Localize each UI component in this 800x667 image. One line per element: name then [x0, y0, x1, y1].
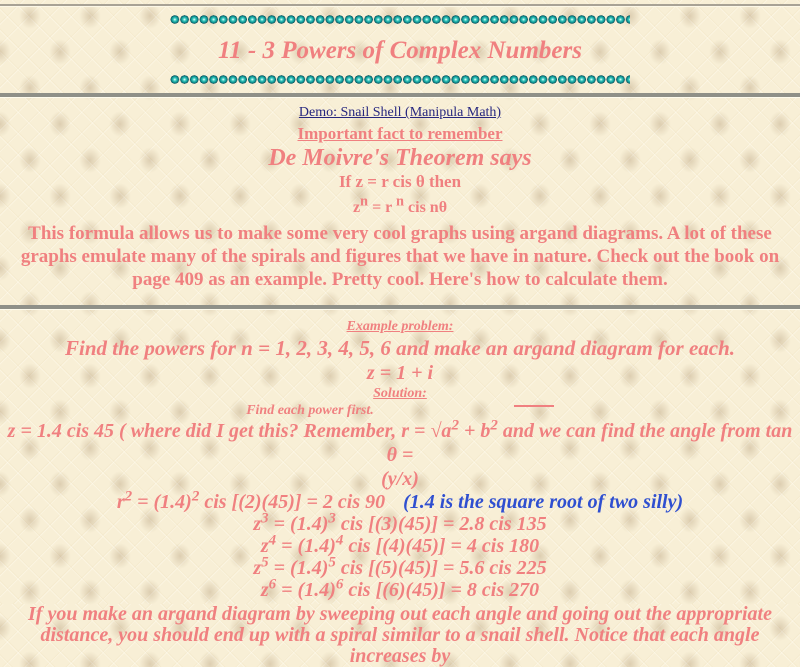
power-exponent: 5	[261, 554, 269, 571]
bead-divider-top	[170, 15, 630, 25]
radical-vinculum	[514, 405, 554, 407]
closing-paragraph	[0, 604, 800, 667]
formula-exponent-n: n	[360, 193, 369, 210]
power-exponent: 6	[335, 576, 344, 593]
power-line-z5	[0, 554, 800, 579]
closing-paragraph-line: If you make an argand diagram by sweeping out each angle and going out the appropriate	[28, 603, 772, 625]
intro-paragraph-line: graphs emulate many of the spirals and figures that we have in nature. Check out the book on	[20, 246, 780, 267]
example-problem-heading: Example problem:	[346, 319, 454, 334]
power-result: cis [(4)(45)] = 4 cis 180	[343, 535, 540, 557]
demo-link-row	[0, 103, 800, 122]
find-power-text: Find each power first.	[246, 403, 374, 418]
power-line-z6	[0, 576, 800, 601]
power-base: z	[260, 579, 269, 601]
power-mid: = (1.4)	[276, 535, 336, 557]
formula-equals-r: = r	[368, 199, 396, 216]
power-mid: = (1.4)	[276, 579, 336, 601]
power-exponent: 6	[268, 576, 277, 593]
power-mid: = (1.4)	[268, 557, 329, 579]
power-result: cis [(2)(45)] = 2 cis 90	[199, 491, 386, 513]
solution-heading: Solution:	[373, 386, 427, 401]
intro-paragraph-line: page 409 as an example. Pretty cool. Here's how to calculate them.	[132, 269, 668, 290]
power-mid: = (1.4)	[268, 513, 329, 535]
a-squared-exponent: 2	[451, 417, 459, 434]
power-line-z3	[0, 510, 800, 535]
page-title: 11 - 3 Powers of Complex Numbers	[218, 37, 582, 64]
section-divider-1	[0, 93, 800, 98]
formula-cis-ntheta: cis nθ	[404, 199, 448, 216]
power-base: z	[260, 535, 269, 557]
if-z-line: If z = r cis θ then	[338, 172, 462, 191]
closing-paragraph-line: distance, you should end up with a spiral similar to a snail shell. Notice that each angle increases by	[40, 624, 760, 667]
z-definition: z = 1 + i	[366, 362, 434, 384]
tan-ratio-line: (y/x)	[381, 468, 419, 490]
power-exponent: 3	[261, 510, 269, 527]
power-exponent: 2	[124, 488, 133, 505]
sqrt-line-post: and we can find the angle from tan θ =	[386, 420, 793, 466]
intro-paragraph	[0, 222, 800, 291]
power-exponent: 5	[328, 554, 336, 571]
top-divider	[0, 4, 800, 7]
power-result: cis [(5)(45)] = 5.6 cis 225	[335, 557, 547, 579]
page	[0, 4, 800, 667]
sqrt-line-mid: + b	[458, 420, 491, 442]
power-base: z	[253, 513, 262, 535]
demo-snail-shell-link[interactable]: Demo: Snail Shell (Manipula Math)	[298, 105, 502, 120]
power-exponent: 4	[335, 532, 344, 549]
power-mid: = (1.4)	[132, 491, 192, 513]
power-exponent: 4	[268, 532, 277, 549]
square-root-note: (1.4 is the square root of two silly)	[403, 491, 684, 513]
demoivre-formula	[0, 193, 800, 218]
sqrt-line-pre: z = 1.4 cis 45 ( where did I get this? Remember, r = √a	[7, 420, 452, 442]
formula-exponent-n2: n	[396, 193, 405, 210]
theorem-heading: De Moivre's Theorem says	[268, 145, 532, 171]
important-fact-heading: Important fact to remember	[297, 124, 503, 143]
power-base: r	[116, 491, 125, 513]
power-line-r2	[0, 488, 800, 513]
power-exponent: 3	[328, 510, 336, 527]
power-result: cis [(3)(45)] = 2.8 cis 135	[335, 513, 547, 535]
find-power-line	[0, 402, 800, 419]
bead-divider-bottom	[170, 75, 630, 85]
intro-paragraph-line: This formula allows us to make some very cool graphs using argand diagrams. A lot of these	[28, 223, 772, 244]
section-divider-2	[0, 305, 800, 310]
power-base: z	[253, 557, 262, 579]
sqrt-explanation-line	[0, 419, 800, 467]
power-exponent: 2	[191, 488, 200, 505]
problem-statement: Find the powers for n = 1, 2, 3, 4, 5, 6 and make an argand diagram for each.	[64, 336, 736, 360]
power-result: cis [(6)(45)] = 8 cis 270	[343, 579, 540, 601]
b-squared-exponent: 2	[490, 417, 498, 434]
power-line-z4	[0, 532, 800, 557]
formula-base-z: z	[352, 199, 361, 216]
